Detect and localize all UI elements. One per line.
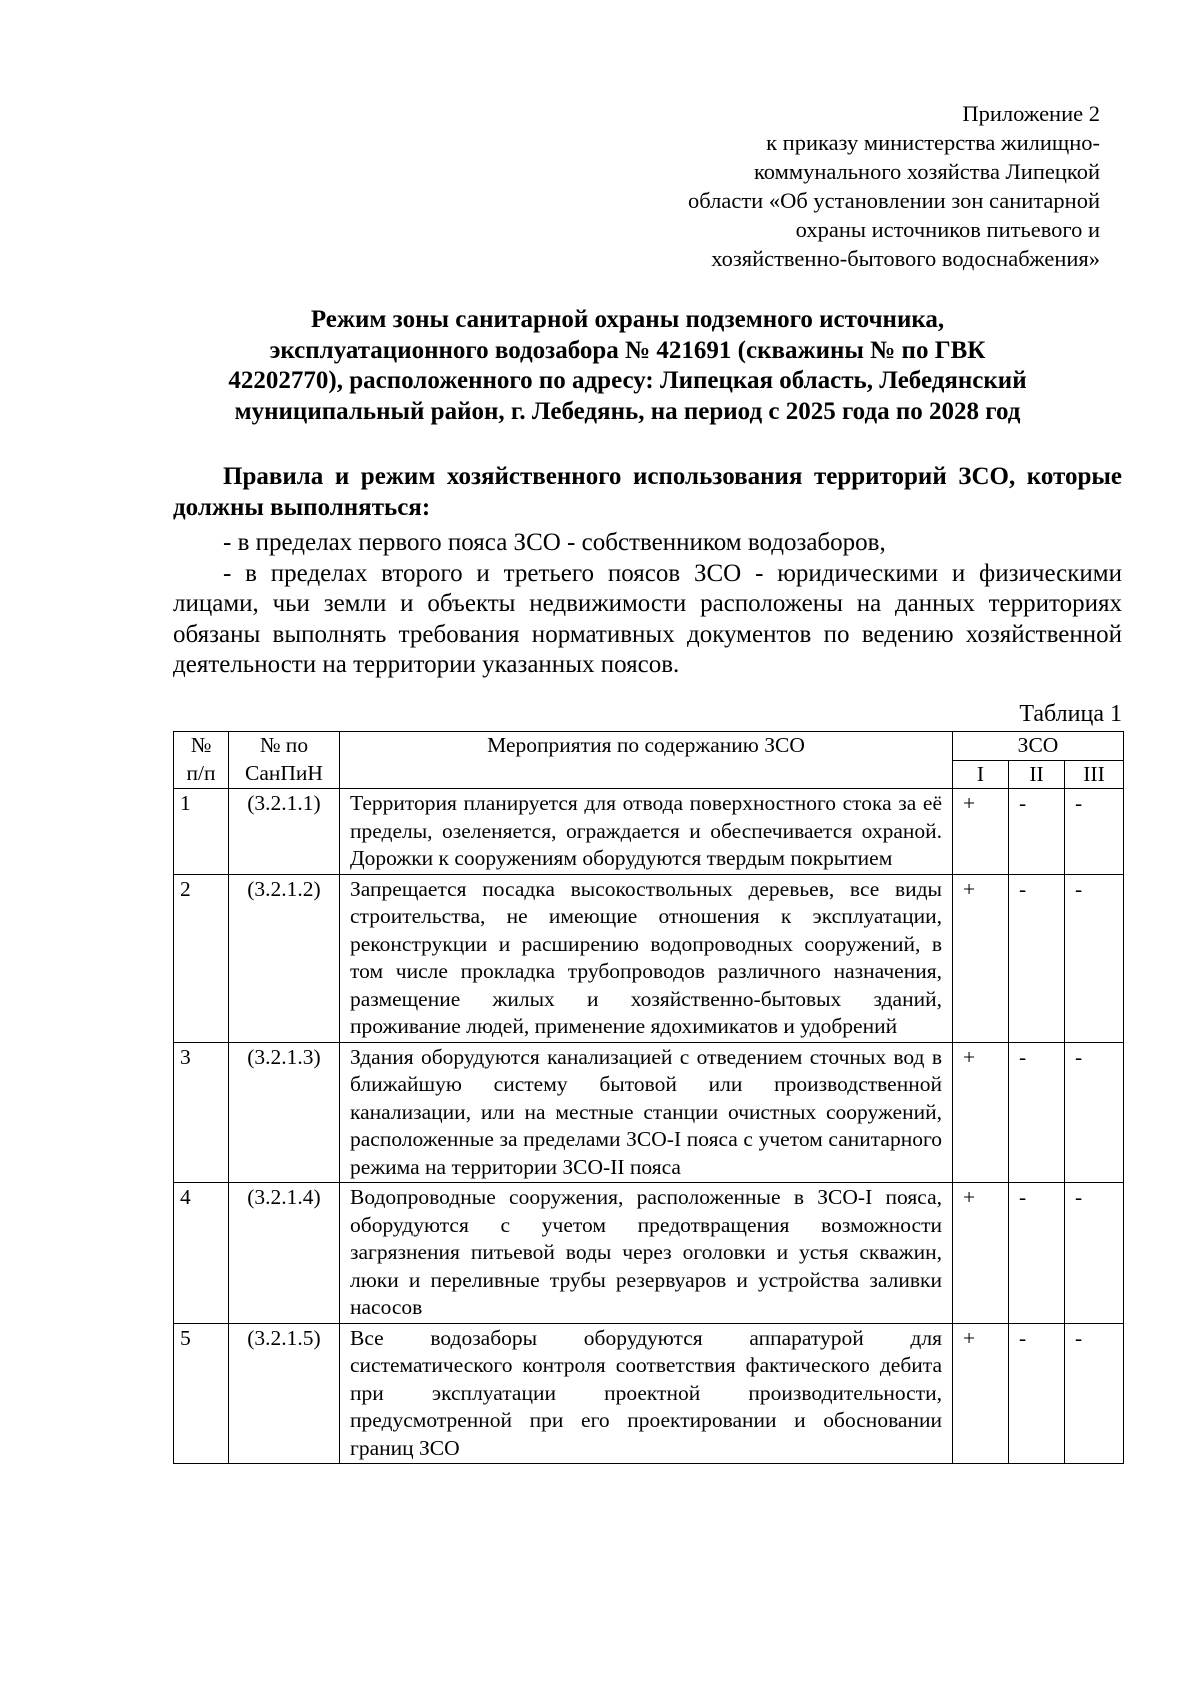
title-line: эксплуатационного водозабора № 421691 (скважины № по ГВК xyxy=(269,336,986,364)
cell-zone-1: + xyxy=(953,874,1009,1042)
table-row xyxy=(174,789,1124,875)
cell-zone-2: - xyxy=(1009,874,1065,1042)
header-num-line2: п/п xyxy=(186,760,216,785)
rule-item-second-third-zones: - в пределах второго и третьего поясов ЗСО - юридическими и физическими лицами, чьи земли и объекты недвижимости расположены на данных территориях обязаны выполнять требования нормативных документов по ведению хозяйственной деятельности на территории указанных поясов. xyxy=(173,559,1122,678)
intro-section xyxy=(173,462,1122,681)
appendix-line: коммунального хозяйства Липецкой xyxy=(753,159,1100,184)
cell-measure: Все водозаборы оборудуются аппаратурой для систематического контроля соответствия фактического дебита при эксплуатации проектной производительности, предусмотренной при его проектировании и обосновании границ ЗСО xyxy=(340,1323,953,1464)
header-zone-1: I xyxy=(953,760,1009,789)
header-measures: Мероприятия по содержанию ЗСО xyxy=(340,732,953,789)
header-ref-line2: СанПиН xyxy=(245,760,323,785)
header-num xyxy=(174,732,229,789)
header-zone-2: II xyxy=(1009,760,1065,789)
cell-num: 4 xyxy=(174,1183,229,1324)
cell-zone-2: - xyxy=(1009,1042,1065,1183)
appendix-line: области «Об установлении зон санитарной xyxy=(688,188,1100,213)
cell-zone-2: - xyxy=(1009,1183,1065,1324)
header-sanpin-ref xyxy=(229,732,340,789)
cell-zone-1: + xyxy=(953,1183,1009,1324)
appendix-line: хозяйственно-бытового водоснабжения» xyxy=(711,246,1100,271)
title-line: Режим зоны санитарной охраны подземного источника, xyxy=(310,306,945,333)
table-row xyxy=(174,874,1124,1042)
cell-zone-2: - xyxy=(1009,1323,1065,1464)
cell-ref: (3.2.1.5) xyxy=(229,1323,340,1464)
table-row xyxy=(174,1042,1124,1183)
appendix-line: охраны источников питьевого и xyxy=(795,217,1100,242)
appendix-note xyxy=(600,99,1100,273)
table-header-row xyxy=(174,732,1124,761)
cell-measure: Территория планируется для отвода поверхностного стока за её пределы, озеленяется, ограждается и обеспечивается охраной. Дорожки к сооружениям оборудуются твердым покрытием xyxy=(340,789,953,875)
table-row xyxy=(174,1323,1124,1464)
cell-zone-2: - xyxy=(1009,789,1065,875)
cell-measure: Водопроводные сооружения, расположенные в ЗСО-I пояса, оборудуются с учетом предотвращения возможности загрязнения питьевой воды через оголовки и устья скважин, люки и переливные трубы резервуаров и устройства заливки насосов xyxy=(340,1183,953,1324)
cell-measure: Запрещается посадка высокоствольных деревьев, все виды строительства, не имеющие отношения к эксплуатации, реконструкции и расширению водопроводных сооружений, в том числе прокладка трубопроводов различного назначения, размещение жилых и хозяйственно-бытовых зданий, проживание людей, применение ядохимикатов и удобрений xyxy=(340,874,953,1042)
header-num-line1: № xyxy=(190,733,212,757)
cell-num: 3 xyxy=(174,1042,229,1183)
cell-zone-1: + xyxy=(953,1323,1009,1464)
cell-zone-3: - xyxy=(1065,1323,1124,1464)
appendix-line: к приказу министерства жилищно- xyxy=(766,130,1100,155)
table-row xyxy=(174,1183,1124,1324)
cell-ref: (3.2.1.4) xyxy=(229,1183,340,1324)
appendix-line: Приложение 2 xyxy=(962,101,1100,126)
cell-zone-3: - xyxy=(1065,874,1124,1042)
cell-zone-3: - xyxy=(1065,1042,1124,1183)
document-title xyxy=(160,305,1095,427)
cell-zone-1: + xyxy=(953,1042,1009,1183)
cell-num: 5 xyxy=(174,1323,229,1464)
cell-zone-3: - xyxy=(1065,789,1124,875)
cell-zone-3: - xyxy=(1065,1183,1124,1324)
header-zso: ЗСО xyxy=(953,732,1124,761)
title-line: муниципальный район, г. Лебедянь, на период с 2025 года по 2028 год xyxy=(234,397,1021,425)
rule-item-first-zone: - в пределах первого пояса ЗСО - собственником водозаборов, xyxy=(223,529,886,556)
cell-num: 1 xyxy=(174,789,229,875)
cell-measure: Здания оборудуются канализацией с отведением сточных вод в ближайшую систему бытовой или производственной канализации, или на местные станции очистных сооружений, расположенные за пределами ЗСО-I пояса с учетом санитарного режима на территории ЗСО-II пояса xyxy=(340,1042,953,1183)
title-line: 42202770), расположенного по адресу: Липецкая область, Лебедянский xyxy=(228,367,1027,394)
table-caption: Таблица 1 xyxy=(1019,701,1122,727)
cell-ref: (3.2.1.3) xyxy=(229,1042,340,1183)
cell-ref: (3.2.1.1) xyxy=(229,789,340,875)
rules-heading: Правила и режим хозяйственного использования территорий ЗСО, которые должны выполняться: xyxy=(173,463,1122,521)
cell-ref: (3.2.1.2) xyxy=(229,874,340,1042)
header-zone-3: III xyxy=(1065,760,1124,789)
zso-measures-table xyxy=(173,731,1124,1464)
cell-zone-1: + xyxy=(953,789,1009,875)
header-ref-line1: № по xyxy=(259,733,309,757)
cell-num: 2 xyxy=(174,874,229,1042)
